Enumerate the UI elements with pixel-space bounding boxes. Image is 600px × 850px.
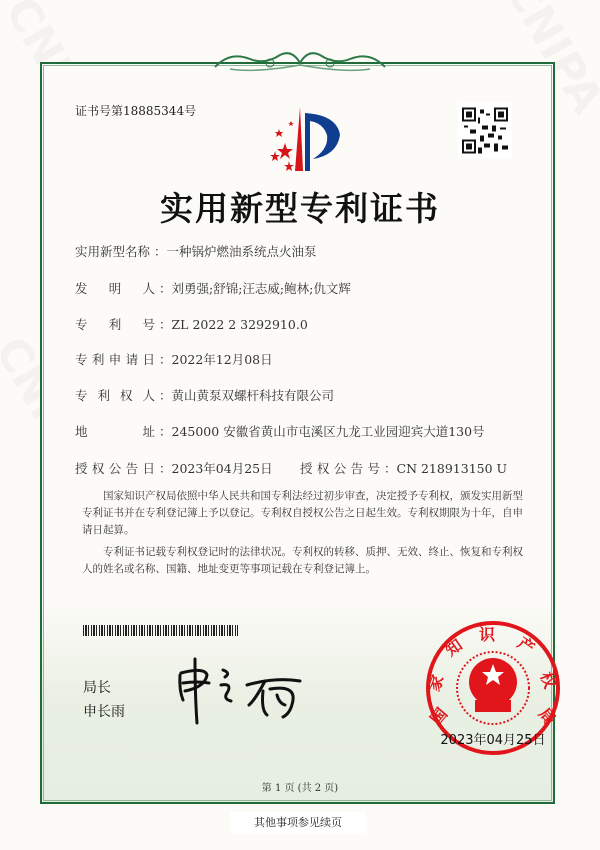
- field-patentee: [75, 386, 334, 404]
- seal-char: 识: [478, 625, 496, 644]
- continuation-note: 其他事项参见续页: [230, 812, 366, 833]
- cnipa-logo: [255, 103, 345, 173]
- legal-text: [82, 488, 524, 583]
- ornament-top: [210, 49, 390, 75]
- field-value: ：245000 安徽省黄山市屯溪区九龙工业园迎宾大道130号: [159, 424, 485, 439]
- field-value: ：一种锅炉燃油系统点火油泵: [154, 244, 317, 259]
- field-value: ：2023年04月25日: [159, 461, 273, 476]
- field-label: 授权公告号: [300, 461, 380, 476]
- field-grant-publication-number: [300, 459, 507, 477]
- field-label: 专利权人: [75, 388, 155, 403]
- seal-char: 知: [441, 635, 466, 660]
- signatory-name: 申长雨: [83, 704, 125, 720]
- seal-char: 权: [536, 669, 560, 691]
- seal-char: 产: [514, 633, 539, 658]
- field-address: [75, 422, 485, 440]
- official-seal: [423, 620, 563, 760]
- field-value: ：2022年12月08日: [159, 352, 273, 367]
- field-grant-date: [75, 459, 273, 477]
- signatory-title: 局长: [83, 680, 111, 696]
- certificate-number: 证书号第18885344号: [75, 104, 197, 118]
- handwritten-signature: [175, 655, 310, 725]
- seal-char: 国: [426, 704, 452, 729]
- field-value: ：刘勇强;舒锦;汪志威;鲍林;仇文辉: [159, 281, 351, 296]
- field-application-date: [75, 350, 273, 368]
- seal-char: 局: [534, 704, 560, 729]
- field-patent-number: [75, 315, 308, 333]
- seal-date: 2023年04月25日: [440, 733, 546, 748]
- paragraph: 专利证书记载专利权登记时的法律状况。专利权的转移、质押、无效、终止、恢复和专利权人的姓名或名称、国籍、地址变更等事项记载在专利登记簿上。: [82, 546, 523, 575]
- seal-char: 家: [424, 672, 448, 694]
- qr-code: [458, 103, 512, 158]
- field-value: ：CN 218913150 U: [384, 461, 508, 476]
- field-label: 授权公告日: [75, 461, 155, 476]
- field-label: 发明人: [75, 281, 155, 296]
- field-value: ：黄山黄泵双螺杆科技有限公司: [159, 388, 335, 403]
- field-utility-model-name: [75, 242, 317, 260]
- field-value: ：ZL 2022 2 3292910.0: [159, 317, 308, 332]
- page-indicator: 第 1 页 (共 2 页): [261, 783, 339, 794]
- qr-code-icon: [462, 107, 508, 154]
- field-label: 地址: [75, 424, 155, 439]
- paragraph: 国家知识产权局依照中华人民共和国专利法经过初步审查，决定授予专利权，颁发实用新型专利证书并在专利登记簿上予以登记。专利权自授权公告之日起生效。专利权期限为十年，自申请日起算。: [82, 490, 523, 536]
- barcode: [83, 625, 238, 636]
- field-label: 专利号: [75, 317, 155, 332]
- field-label: 实用新型名称: [75, 244, 151, 259]
- field-inventors: [75, 279, 351, 297]
- field-label: 专利申请日: [75, 352, 155, 367]
- signatory: [83, 676, 125, 724]
- page-title: 实用新型专利证书: [160, 189, 440, 228]
